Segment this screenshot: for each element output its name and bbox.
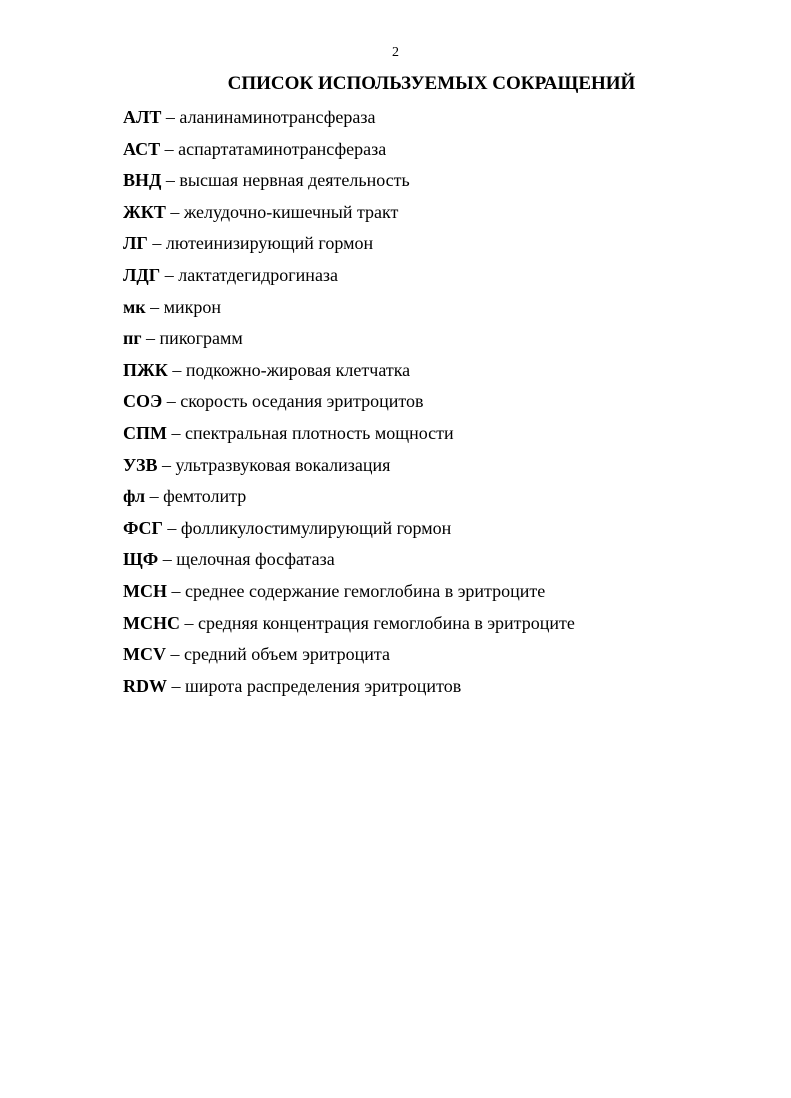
abbreviation-separator: – [167, 580, 185, 601]
abbreviation-item [123, 168, 575, 200]
abbreviation-separator: – [167, 359, 186, 380]
abbreviation-definition: средняя концентрация гемоглобина в эритроците [198, 612, 575, 633]
abbreviation-term: ФСГ [123, 517, 163, 538]
abbreviation-term: АСТ [123, 138, 161, 159]
abbreviation-separator: – [161, 170, 180, 191]
abbreviation-separator: – [180, 612, 198, 633]
abbreviation-item [123, 579, 575, 611]
abbreviation-definition: пикограмм [159, 328, 243, 349]
abbreviation-separator: – [167, 675, 185, 696]
abbreviation-term: пг [123, 328, 142, 349]
abbreviation-term: ПЖК [123, 359, 168, 380]
abbreviation-definition: лактатдегидрогиназа [178, 264, 339, 285]
abbreviation-definition: микрон [163, 296, 222, 317]
abbreviation-term: СОЭ [123, 391, 163, 412]
abbreviation-separator: – [162, 391, 181, 412]
abbreviation-separator: – [160, 138, 179, 159]
abbreviation-definition: щелочная фосфатаза [176, 549, 335, 570]
abbreviation-separator: – [147, 233, 166, 254]
abbreviation-list [123, 105, 575, 705]
abbreviation-item [123, 358, 575, 390]
abbreviation-item [123, 516, 575, 548]
abbreviation-separator: – [141, 328, 160, 349]
abbreviation-term: MCHC [123, 612, 180, 633]
page-number: 2 [392, 45, 399, 60]
abbreviation-term: ЛГ [123, 233, 148, 254]
abbreviation-separator: – [167, 422, 185, 443]
abbreviation-item [123, 421, 575, 453]
abbreviation-separator: – [160, 264, 179, 285]
abbreviation-item [123, 295, 575, 327]
abbreviation-term: ЖКТ [123, 201, 166, 222]
abbreviation-term: ЩФ [123, 549, 159, 570]
abbreviation-term: MCV [123, 644, 166, 665]
abbreviation-separator: – [165, 201, 184, 222]
abbreviation-definition: скорость оседания эритроцитов [180, 391, 424, 412]
abbreviation-definition: фемтолитр [163, 486, 247, 507]
abbreviation-definition: спектральная плотность мощности [185, 422, 454, 443]
abbreviation-item [123, 389, 575, 421]
abbreviation-term: фл [123, 486, 146, 507]
abbreviation-definition: желудочно-кишечный тракт [183, 201, 399, 222]
abbreviation-definition: аспартатаминотрансфераза [178, 138, 387, 159]
abbreviation-separator: – [161, 107, 180, 127]
abbreviation-item [123, 326, 575, 358]
abbreviation-item [123, 453, 575, 485]
abbreviation-item [123, 263, 575, 295]
abbreviation-definition: среднее содержание гемоглобина в эритроците [185, 580, 546, 601]
abbreviation-definition: высшая нервная деятельность [179, 170, 410, 191]
abbreviation-item [123, 200, 575, 232]
abbreviation-definition: ультразвуковая вокализация [175, 454, 391, 475]
abbreviation-item [123, 231, 575, 263]
abbreviation-separator: – [145, 486, 164, 507]
abbreviation-item [123, 611, 575, 643]
abbreviation-item [123, 674, 575, 706]
abbreviation-term: СПМ [123, 422, 167, 443]
abbreviation-item [123, 642, 575, 674]
abbreviation-definition: средний объем эритроцита [184, 644, 390, 665]
abbreviation-separator: – [158, 549, 177, 570]
abbreviation-definition: широта распределения эритроцитов [185, 675, 462, 696]
page-title: СПИСОК ИСПОЛЬЗУЕМЫХ СОКРАЩЕНИЙ [227, 73, 636, 94]
abbreviation-term: MCH [123, 580, 167, 601]
abbreviation-separator: – [145, 296, 164, 317]
abbreviation-term: RDW [123, 675, 167, 696]
abbreviation-item [123, 105, 575, 137]
abbreviation-item [123, 547, 575, 579]
abbreviation-term: АЛТ [123, 107, 162, 127]
abbreviation-separator: – [162, 517, 181, 538]
abbreviation-definition: фолликулостимулирующий гормон [180, 517, 452, 538]
abbreviation-term: мк [123, 296, 146, 317]
abbreviation-item [123, 484, 575, 516]
abbreviation-term: ВНД [123, 170, 162, 191]
abbreviation-term: ЛДГ [123, 264, 161, 285]
abbreviation-definition: аланинаминотрансфераза [179, 107, 376, 127]
abbreviation-separator: – [157, 454, 176, 475]
abbreviation-term: УЗВ [123, 454, 158, 475]
abbreviation-definition: лютеинизирующий гормон [165, 233, 374, 254]
abbreviation-definition: подкожно-жировая клетчатка [185, 359, 411, 380]
abbreviation-item [123, 137, 575, 169]
abbreviation-separator: – [166, 644, 184, 665]
